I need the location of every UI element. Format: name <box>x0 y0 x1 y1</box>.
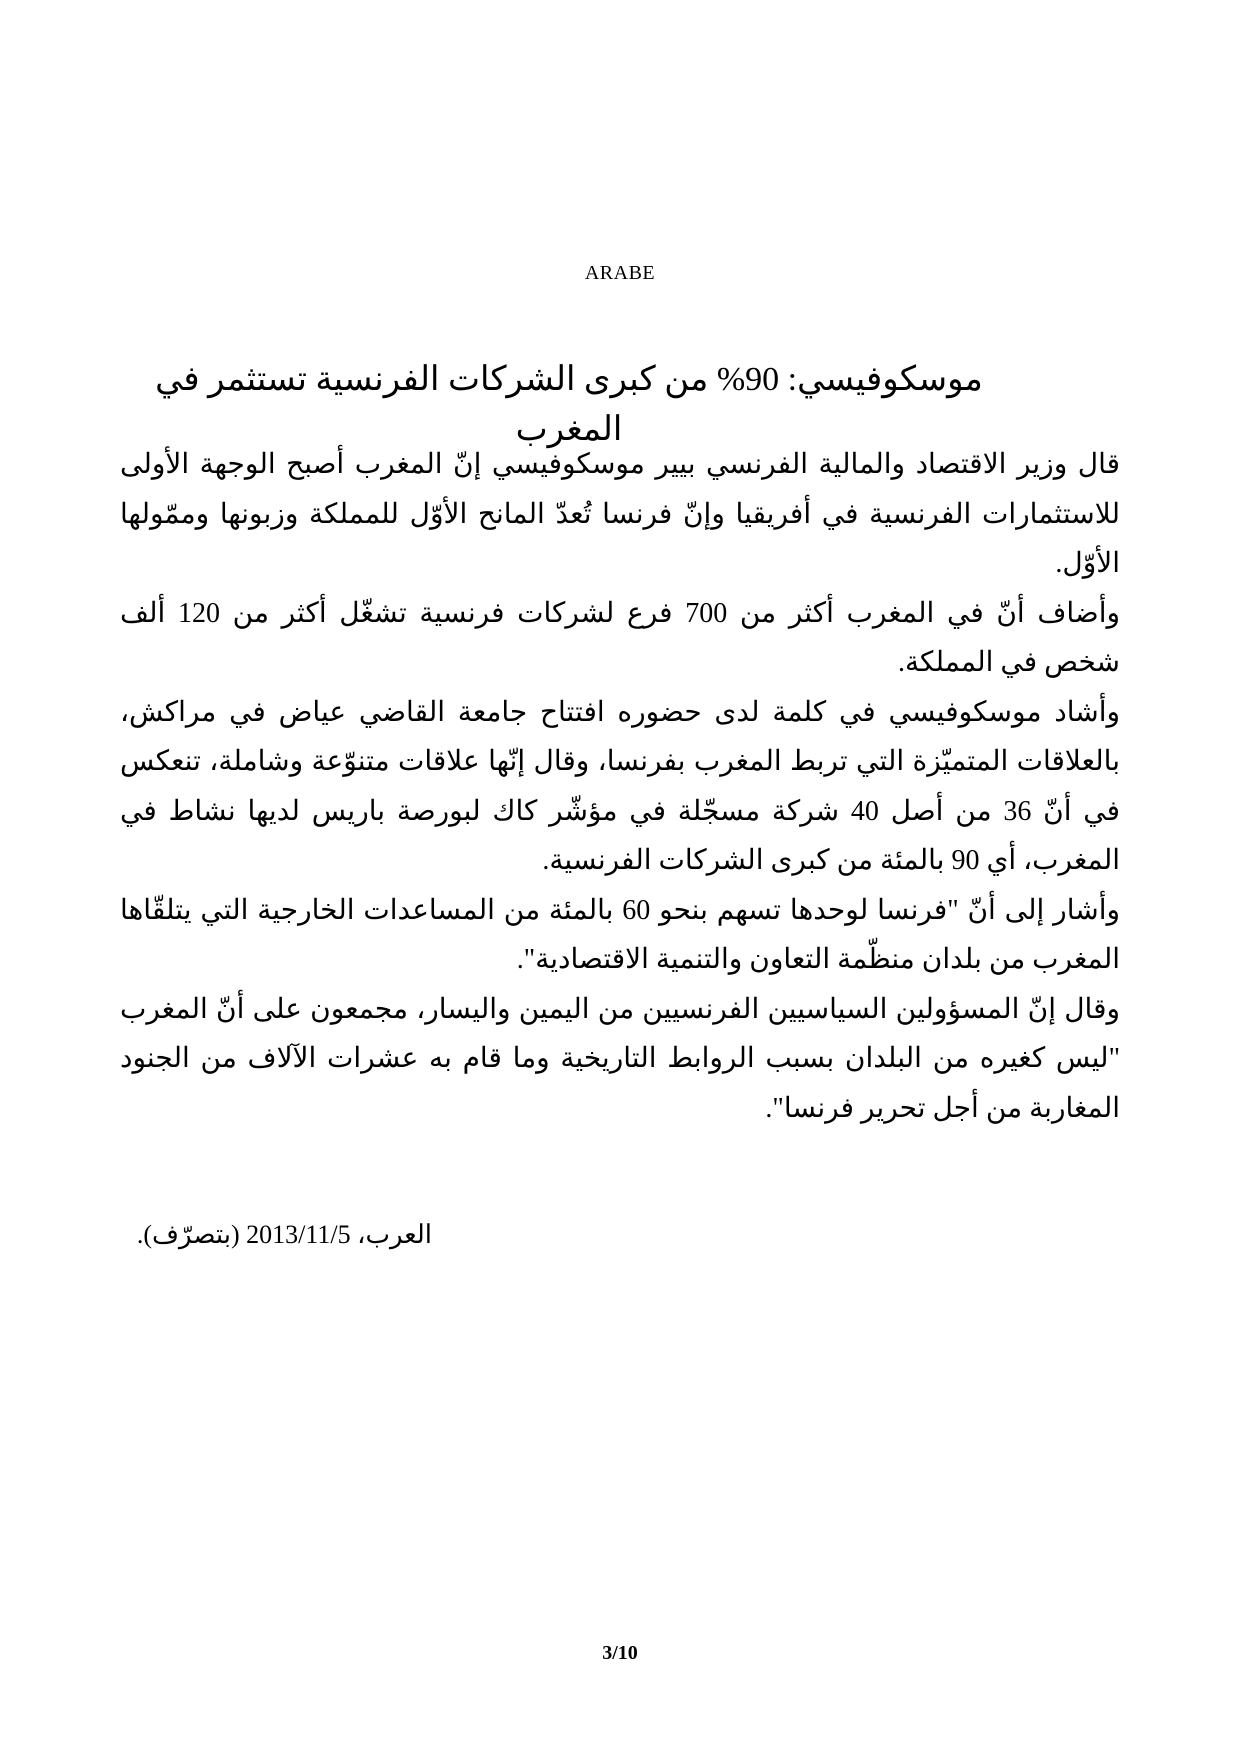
article-paragraph: وأشار إلى أنّ "فرنسا لوحدها تسهم بنحو 60 بالمئة من المساعدات الخارجية التي يتلقّاها المغرب من بلدان منظّمة التعاون والتنمية الاقتصادية". <box>120 894 1120 975</box>
page-language-label: ARABE <box>584 262 656 284</box>
article-body <box>120 440 1120 1133</box>
article-source: العرب، 2013/11/5 (بتصرّف). <box>136 1220 432 1249</box>
article-paragraph: قال وزير الاقتصاد والمالية الفرنسي بيير موسكوفيسي إنّ المغرب أصبح الوجهة الأولى للاستثمارات الفرنسية في أفريقيا وإنّ فرنسا تُعدّ المانح الأوّل للمملكة وزبونها وممّولها الأوّل. <box>120 449 1120 579</box>
article-paragraph: وقال إنّ المسؤولين السياسيين الفرنسيين من اليمين واليسار، مجمعون على أنّ المغرب "ليس كغيره من البلدان بسبب الروابط التاريخية وما قام به عشرات الآلاف من الجنود المغاربة من أجل تحرير فرنسا". <box>120 993 1120 1124</box>
page-number: 3/10 <box>602 1642 638 1664</box>
article-paragraph: وأشاد موسكوفيسي في كلمة لدى حضوره افتتاح جامعة القاضي عياض في مراكش، بالعلاقات المتميّزة التي تربط المغرب بفرنسا، وقال إنّها علاقات متنوّعة وشاملة، تنعكس في أنّ 36 من أصل 40 شركة مسجّلة في مؤشّر كاك لبورصة باريس لديها نشاط في المغرب، أي 90 بالمئة من كبرى الشركات الفرنسية. <box>120 696 1120 876</box>
article-paragraph: وأضاف أنّ في المغرب أكثر من 700 فرع لشركات فرنسية تشغّل أكثر من 120 ألف شخص في المملكة. <box>120 597 1121 678</box>
article-title: موسكوفيسي: 90% من كبرى الشركات الفرنسية تستثمر في المغرب <box>155 361 983 448</box>
